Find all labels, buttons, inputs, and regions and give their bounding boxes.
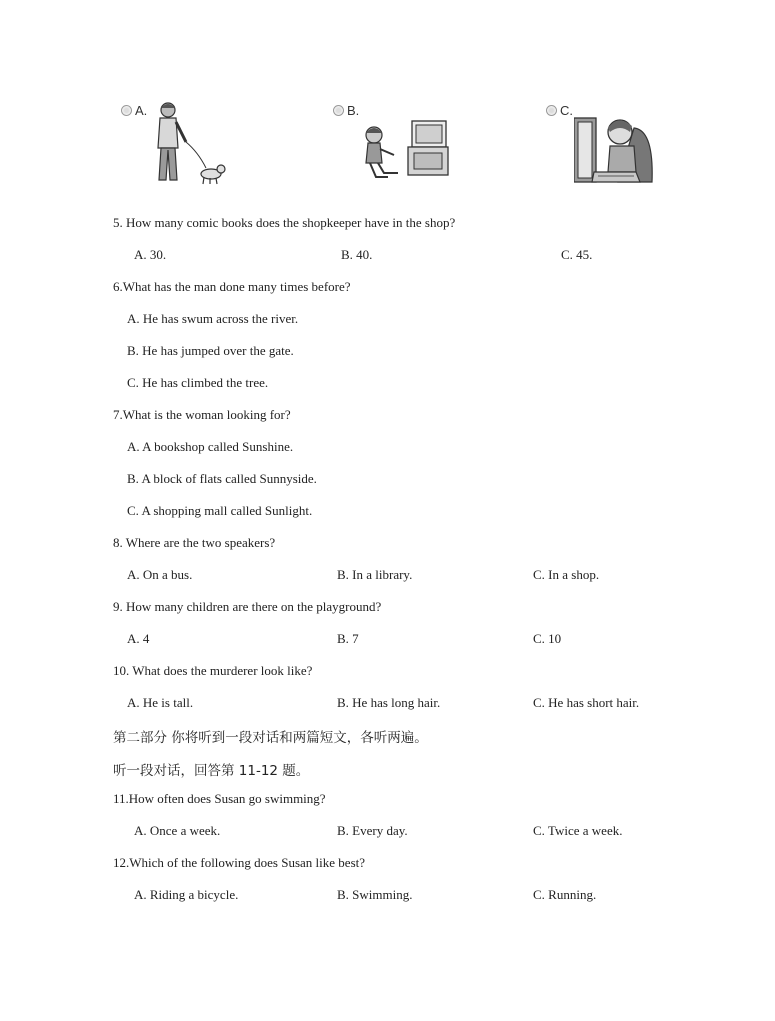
q11-option-c[interactable]: C. Twice a week. xyxy=(533,823,623,838)
option-b-radio[interactable] xyxy=(333,103,359,118)
question-12: 12.Which of the following does Susan like best? xyxy=(113,855,366,870)
man-walking-dog-icon xyxy=(148,100,230,186)
question-7: 7.What is the woman looking for? xyxy=(113,407,291,422)
q8-option-c[interactable]: C. In a shop. xyxy=(533,567,600,582)
man-at-computer-icon xyxy=(574,110,658,184)
q12-option-a[interactable]: A. Riding a bicycle. xyxy=(134,887,239,902)
question-5: 5. How many comic books does the shopkeeper have in the shop? xyxy=(113,215,456,230)
q9-option-a[interactable]: A. 4 xyxy=(127,631,150,646)
question-8: 8. Where are the two speakers? xyxy=(113,535,276,550)
q6-option-a[interactable]: A. He has swum across the river. xyxy=(127,311,299,326)
question-10: 10. What does the murderer look like? xyxy=(113,663,313,678)
q6-option-c[interactable]: C. He has climbed the tree. xyxy=(127,375,269,390)
q9-option-b[interactable]: B. 7 xyxy=(337,631,359,646)
part-2-heading: 第二部分 你将听到一段对话和两篇短文，各听两遍。 xyxy=(113,730,428,746)
q12-option-b[interactable]: B. Swimming. xyxy=(337,887,413,902)
q6-option-b[interactable]: B. He has jumped over the gate. xyxy=(127,343,294,358)
q5-option-a[interactable]: A. 30. xyxy=(134,247,167,262)
option-c-radio[interactable] xyxy=(546,103,573,118)
option-b-label: B. xyxy=(347,103,360,118)
q5-option-b[interactable]: B. 40. xyxy=(341,247,373,262)
option-c-label: C. xyxy=(560,103,573,118)
q8-option-a[interactable]: A. On a bus. xyxy=(127,567,193,582)
q7-option-a[interactable]: A. A bookshop called Sunshine. xyxy=(127,439,294,454)
q12-option-c[interactable]: C. Running. xyxy=(533,887,597,902)
option-a-label: A. xyxy=(135,103,148,118)
q5-option-c[interactable]: C. 45. xyxy=(561,247,593,262)
q9-option-c[interactable]: C. 10 xyxy=(533,631,562,646)
q7-option-b[interactable]: B. A block of flats called Sunnyside. xyxy=(127,471,317,486)
radio-icon[interactable] xyxy=(546,105,557,116)
radio-icon[interactable] xyxy=(333,105,344,116)
q10-option-a[interactable]: A. He is tall. xyxy=(127,695,194,710)
question-6: 6.What has the man done many times before? xyxy=(113,279,351,294)
girl-watching-tv-icon xyxy=(358,115,453,181)
q11-option-a[interactable]: A. Once a week. xyxy=(134,823,221,838)
option-a-radio[interactable] xyxy=(121,103,147,118)
radio-icon[interactable] xyxy=(121,105,132,116)
q10-option-b[interactable]: B. He has long hair. xyxy=(337,695,441,710)
q11-option-b[interactable]: B. Every day. xyxy=(337,823,408,838)
q7-option-c[interactable]: C. A shopping mall called Sunlight. xyxy=(127,503,313,518)
question-11: 11.How often does Susan go swimming? xyxy=(113,791,326,806)
q10-option-c[interactable]: C. He has short hair. xyxy=(533,695,640,710)
q8-option-b[interactable]: B. In a library. xyxy=(337,567,413,582)
question-9: 9. How many children are there on the playground? xyxy=(113,599,382,614)
part-2-instruction: 听一段对话，回答第 11-12 题。 xyxy=(113,763,310,779)
